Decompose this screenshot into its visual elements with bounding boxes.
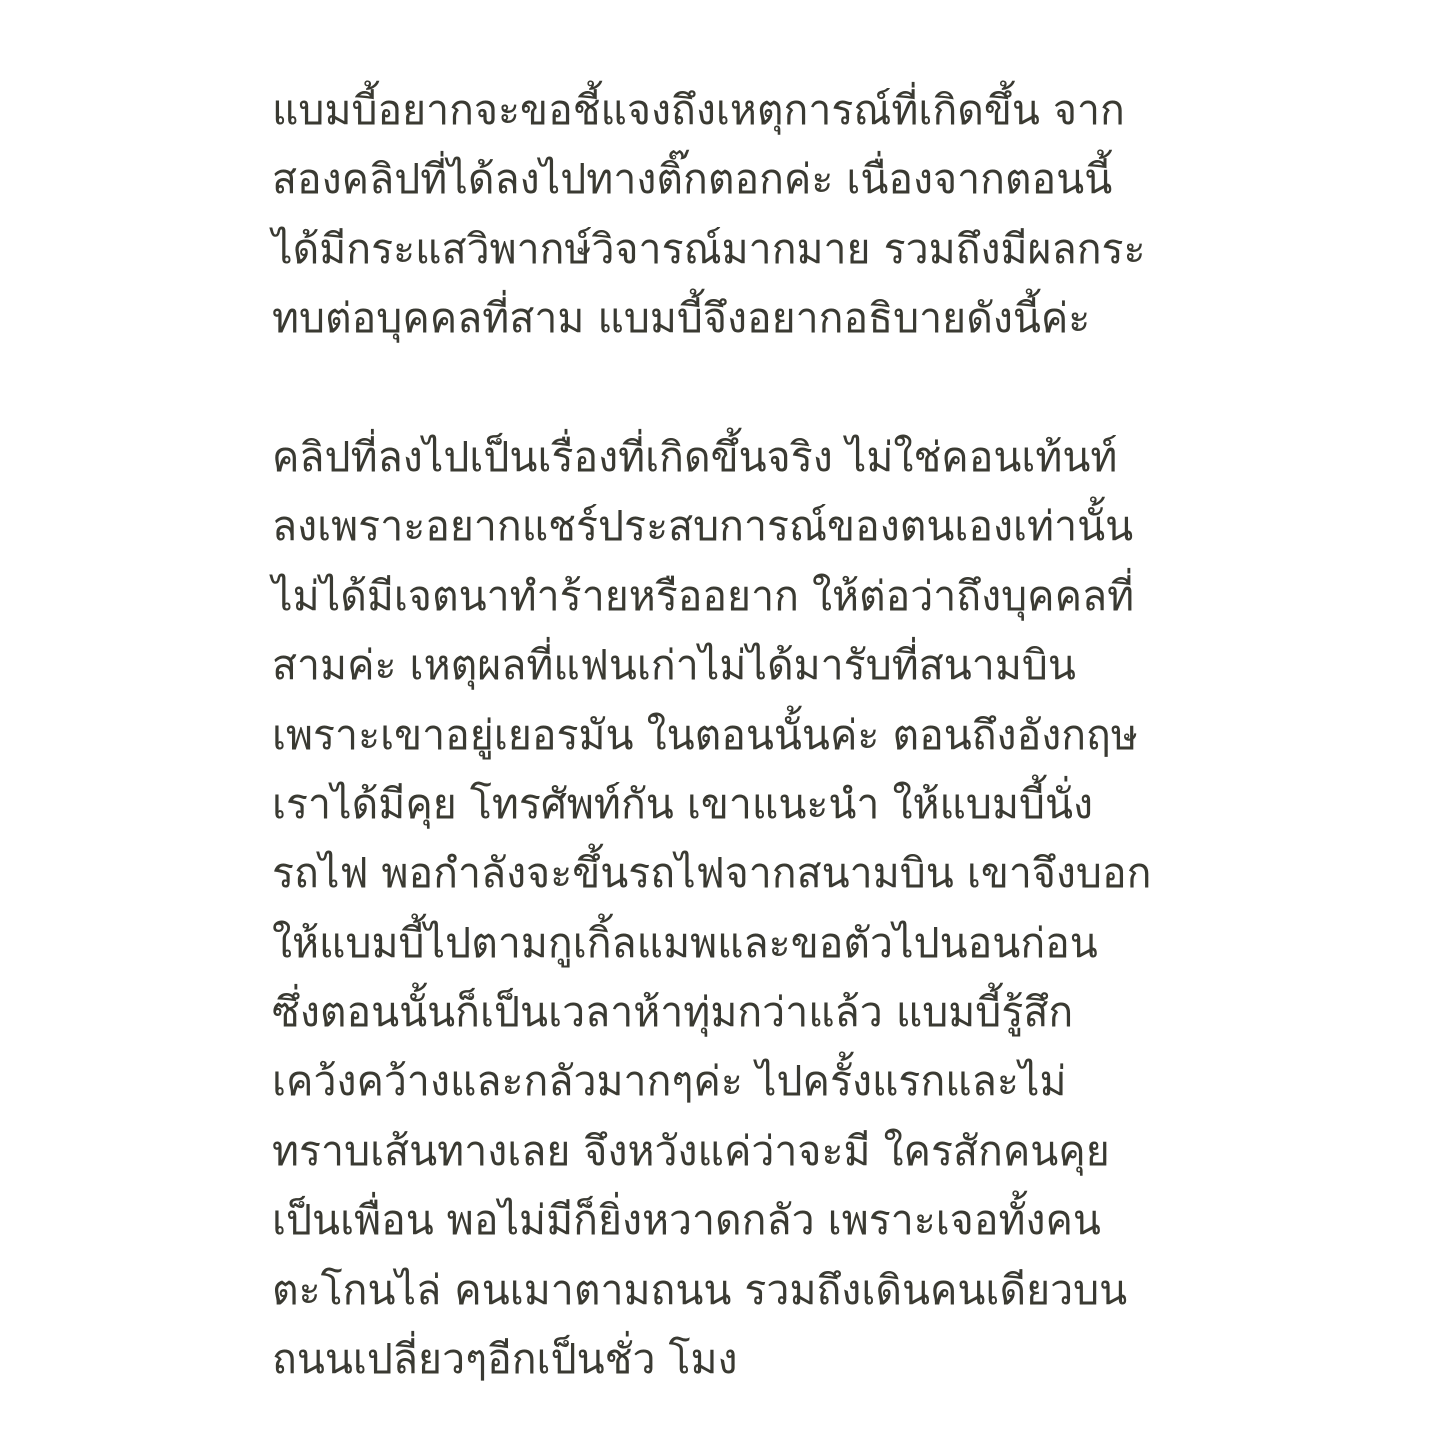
text-line: สองคลิปที่ได้ลงไปทางติ๊กตอกค่ะ เนื่องจากตอนนี้ bbox=[272, 155, 1113, 204]
text-line: เป็นเพื่อน พอไม่มีก็ยิ่งหวาดกลัว เพราะเจอทั้งคน bbox=[272, 1196, 1101, 1245]
text-line: ไม่ได้มีเจตนาทำร้ายหรืออยาก ให้ต่อว่าถึงบุคคลที่ bbox=[272, 571, 1135, 620]
text-line: สามค่ะ เหตุผลที่แฟนเก่าไม่ได้มารับที่สนามบิน bbox=[272, 641, 1076, 690]
text-line: คลิปที่ลงไปเป็นเรื่องที่เกิดขึ้นจริง ไม่ใช่คอนเท้นท์ bbox=[272, 432, 1118, 481]
text-line: ได้มีกระแสวิพากษ์วิจารณ์มากมาย รวมถึงมีผลกระ bbox=[272, 224, 1146, 273]
paragraph-explanation bbox=[272, 423, 1212, 1394]
text-line: ถนนเปลี่ยวๆอีกเป็นชั่ว โมง bbox=[272, 1335, 738, 1384]
text-line: แบมบี้อยากจะขอชี้แจงถึงเหตุการณ์ที่เกิดขึ้น จาก bbox=[272, 86, 1125, 134]
text-line: รถไฟ พอกำลังจะขึ้นรถไฟจากสนามบิน เขาจึงบอก bbox=[272, 849, 1152, 898]
statement-document bbox=[272, 76, 1212, 1394]
text-line: เคว้งคว้างและกลัวมากๆค่ะ ไปครั้งแรกและไม่ bbox=[272, 1057, 1067, 1106]
text-line: ตะโกนไล่ คนเมาตามถนน รวมถึงเดินคนเดียวบน bbox=[272, 1265, 1128, 1314]
paragraph-intro bbox=[272, 76, 1212, 354]
text-line: ลงเพราะอยากแชร์ประสบการณ์ของตนเองเท่านั้น bbox=[272, 502, 1134, 551]
text-line: ทราบเส้นทางเลย จึงหวังแค่ว่าจะมี ใครสักคนคุย bbox=[272, 1126, 1110, 1175]
text-line: ให้แบมบี้ไปตามกูเกิ้ลแมพและขอตัวไปนอนก่อน bbox=[272, 918, 1098, 967]
text-line: ซึ่งตอนนั้นก็เป็นเวลาห้าทุ่มกว่าแล้ว แบมบี้รู้สึก bbox=[272, 988, 1074, 1037]
paragraph-spacer bbox=[272, 354, 1212, 423]
text-line: เราได้มีคุย โทรศัพท์กัน เขาแนะนำ ให้แบมบี้นั่ง bbox=[272, 779, 1094, 828]
text-line: ทบต่อบุคคลที่สาม แบมบี้จึงอยากอธิบายดังนี้ค่ะ bbox=[272, 294, 1091, 343]
text-line: เพราะเขาอยู่เยอรมัน ในตอนนั้นค่ะ ตอนถึงอังกฤษ bbox=[272, 710, 1138, 759]
